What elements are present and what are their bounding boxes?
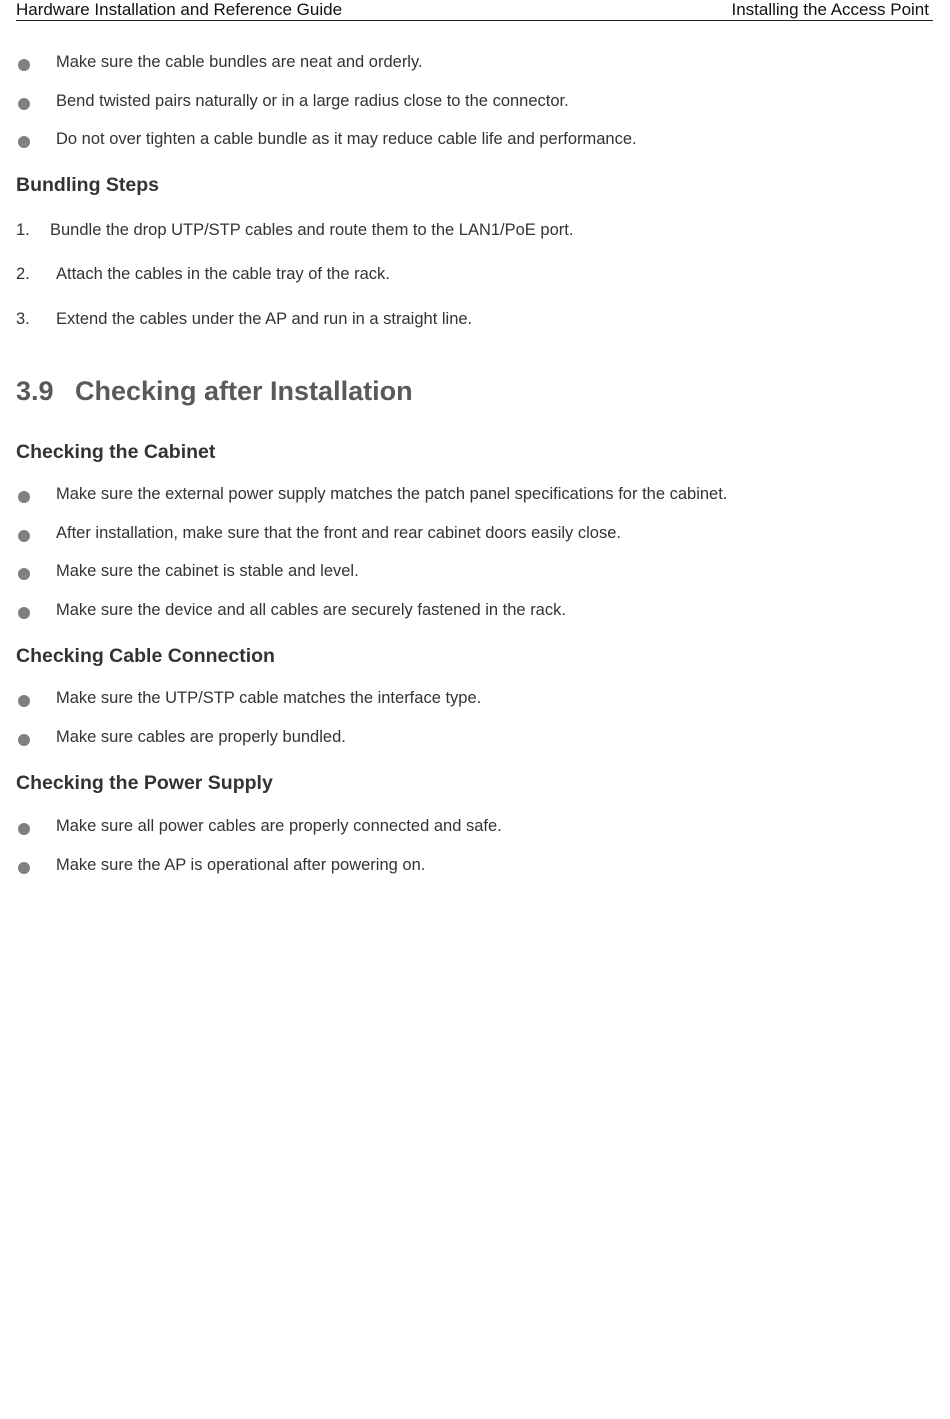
bullet-icon	[18, 530, 30, 542]
bundling-steps-heading: Bundling Steps	[16, 174, 159, 196]
bullet-icon	[18, 734, 30, 746]
bullet-icon	[18, 491, 30, 503]
bullet-icon	[18, 607, 30, 619]
section-title-text: Checking after Installation	[75, 376, 413, 406]
bullet-icon	[18, 568, 30, 580]
header-chapter-title: Installing the Access Point	[731, 0, 929, 19]
section-number: 3.9	[16, 376, 54, 406]
bullet-icon	[18, 823, 30, 835]
bullet-icon	[18, 862, 30, 874]
checking-power-supply-heading: Checking the Power Supply	[16, 772, 273, 794]
bullet-icon	[18, 59, 30, 71]
header-guide-title: Hardware Installation and Reference Guide	[16, 0, 343, 19]
checking-cabinet-heading: Checking the Cabinet	[16, 441, 216, 463]
bullet-icon	[18, 98, 30, 110]
page-header	[16, 0, 933, 21]
checking-cable-connection-heading: Checking Cable Connection	[16, 645, 275, 667]
bullet-icon	[18, 136, 30, 148]
bullet-icon	[18, 695, 30, 707]
section-title	[16, 376, 413, 407]
